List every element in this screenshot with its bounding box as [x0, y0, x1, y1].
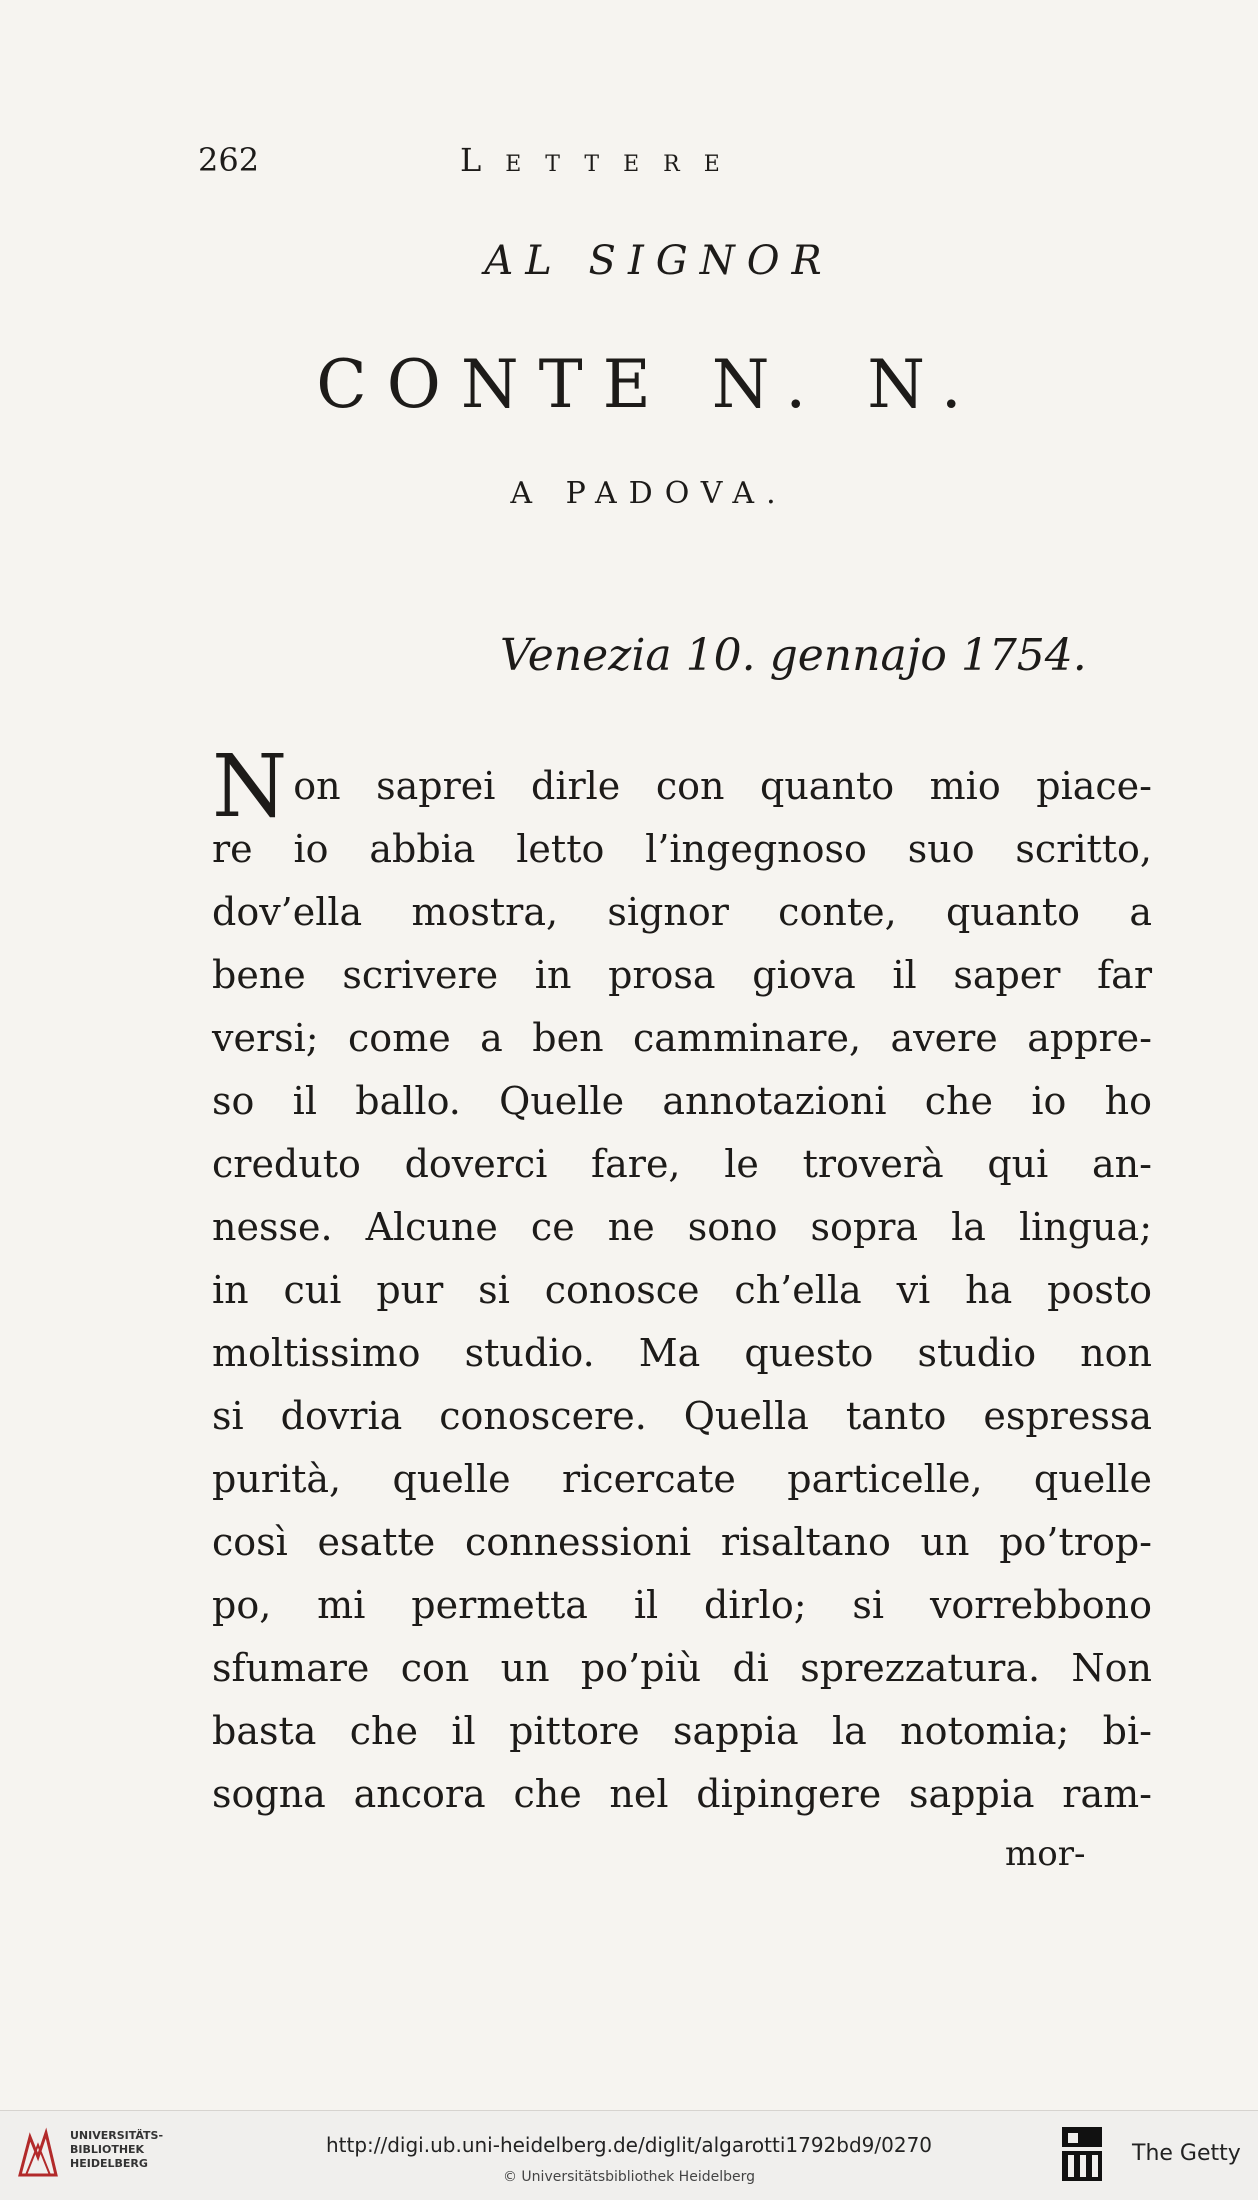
body-line: in cui pur si conosce ch’ella vi ha posto	[212, 1268, 1152, 1312]
viewer-footer	[0, 2110, 1258, 2200]
body-line: sogna ancora che nel dipingere sappia ram-	[212, 1772, 1152, 1816]
body-line: re io abbia letto l’ingegnoso suo scritto,	[212, 827, 1152, 871]
body-line: sfumare con un po’più di sprezzatura. Non	[212, 1646, 1152, 1690]
dateline: Venezia 10. gennajo 1754.	[500, 630, 1087, 681]
body-line: po, mi permetta il dirlo; si vorrebbono	[212, 1583, 1152, 1627]
catchword: mor-	[1005, 1834, 1086, 1874]
institution-line: HEIDELBERG	[70, 2157, 148, 2170]
letter-body	[212, 737, 1152, 1826]
institution-line: BIBLIOTHEK	[70, 2143, 145, 2156]
body-line: versi; come a ben camminare, avere appre-	[212, 1016, 1152, 1060]
body-line: on saprei dirle con quanto mio piace-	[293, 764, 1152, 808]
heading-place: A PADOVA.	[510, 476, 788, 511]
body-line: purità, quelle ricercate particelle, quelle	[212, 1457, 1152, 1501]
body-line: dov’ella mostra, signor conte, quanto a	[212, 890, 1152, 934]
body-line: bene scrivere in prosa giova il saper far	[212, 953, 1152, 997]
copyright-notice: © Universitätsbibliothek Heidelberg	[502, 2169, 755, 2185]
institution-line: UNIVERSITÄTS-	[70, 2129, 164, 2142]
permalink-url[interactable]: http://digi.ub.uni-heidelberg.de/diglit/algarotti1792bd9/0270	[325, 2133, 933, 2157]
running-title: Lettere	[460, 141, 744, 179]
drop-cap: N	[212, 737, 288, 837]
body-line: creduto doverci fare, le troverà qui an-	[212, 1142, 1152, 1186]
body-line: basta che il pittore sappia la notomia; bi-	[212, 1709, 1152, 1753]
body-line: così esatte connessioni risaltano un po’trop-	[212, 1520, 1152, 1564]
body-line: nesse. Alcune ce ne sono sopra la lingua;	[212, 1205, 1152, 1249]
body-line: so il ballo. Quelle annotazioni che io ho	[212, 1079, 1152, 1123]
page-number: 262	[198, 141, 260, 179]
heading-addressee: AL SIGNOR	[484, 238, 834, 284]
partner-name: The Getty	[1132, 2141, 1241, 2166]
heading-name: CONTE N. N.	[316, 346, 982, 423]
body-line: moltissimo studio. Ma questo studio non	[212, 1331, 1152, 1375]
getty-logo-icon	[1060, 2125, 1104, 2185]
body-line: si dovria conoscere. Quella tanto espressa	[212, 1394, 1152, 1438]
